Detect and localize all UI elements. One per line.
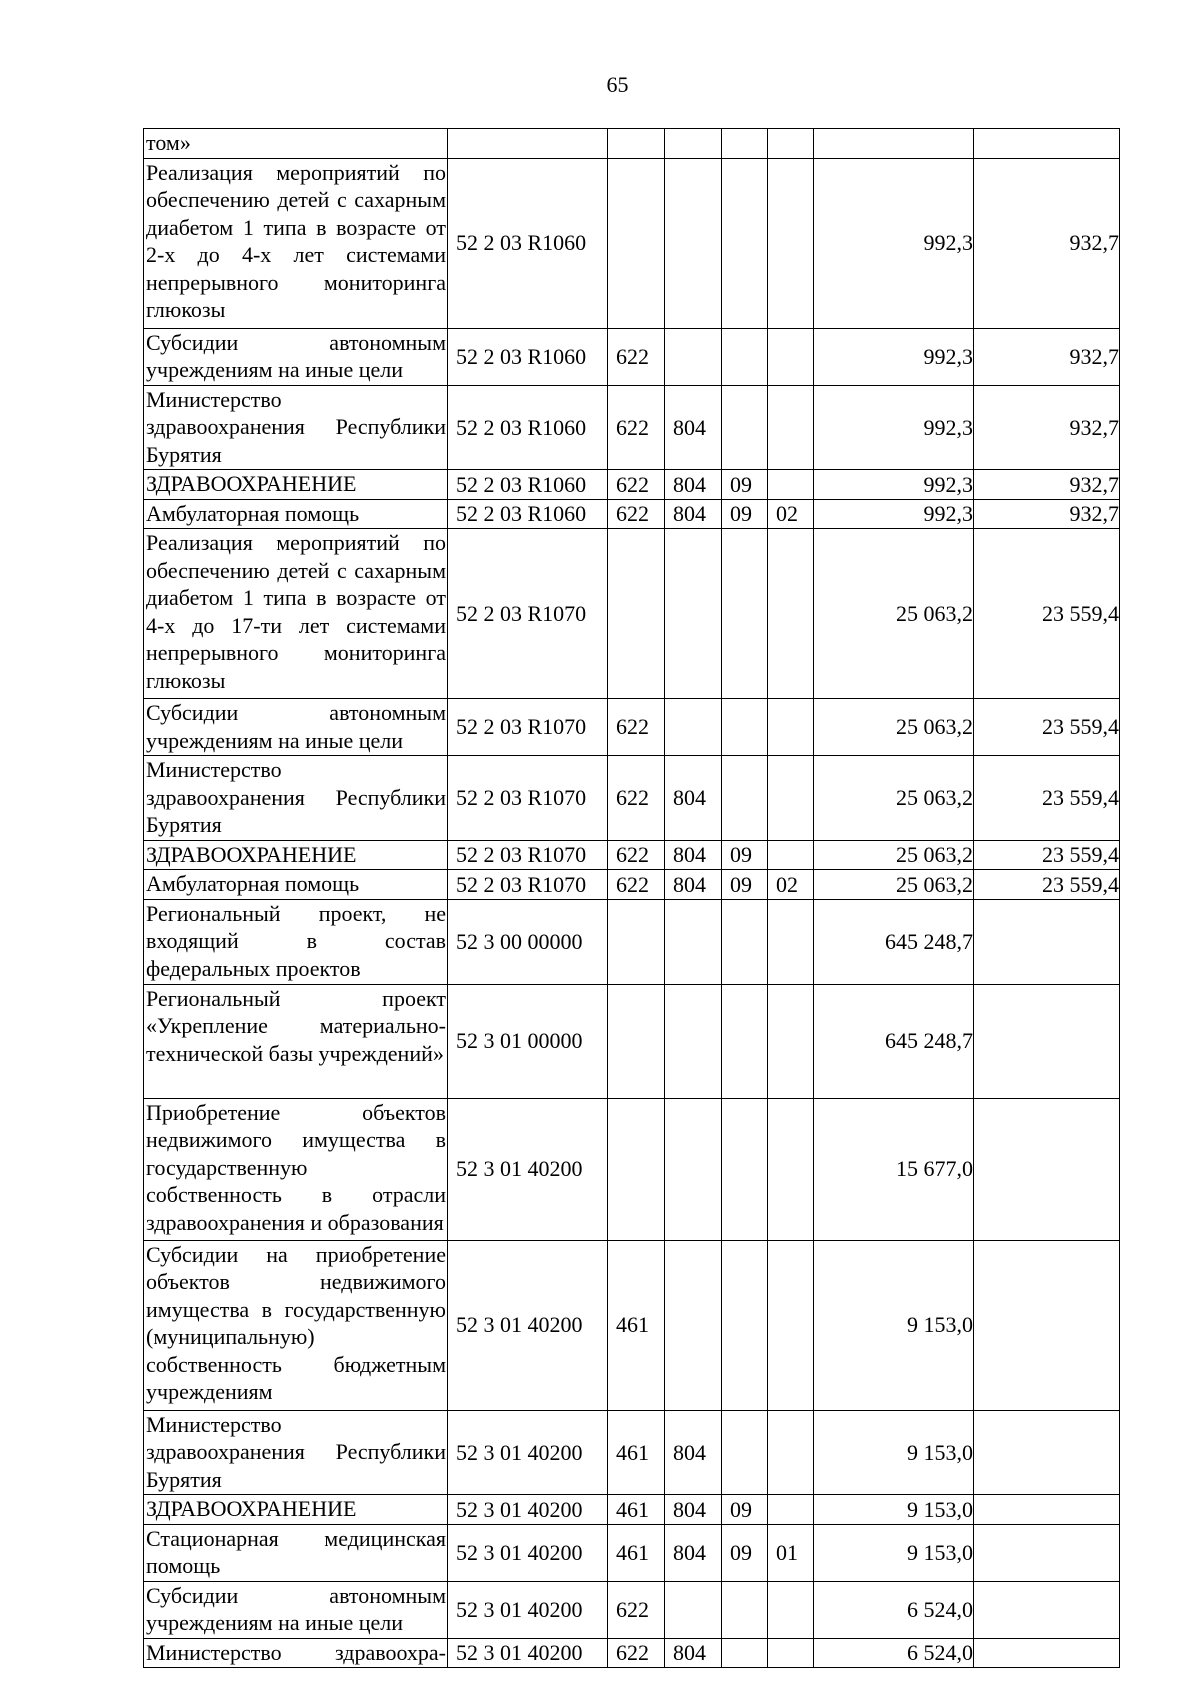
- amount-year2-cell: [974, 1495, 1120, 1525]
- row-name-cell: Министерство здравоохранения Республики Бурятия: [144, 756, 448, 841]
- section-cell: [722, 129, 768, 159]
- subsection-cell: [768, 385, 814, 470]
- amount-year1-cell: 9 153,0: [814, 1524, 974, 1581]
- target-code-cell: 52 3 01 40200: [448, 1581, 608, 1638]
- subsection-cell: [768, 1098, 814, 1240]
- amount-year2-cell: [974, 1581, 1120, 1638]
- amount-year1-cell: 992,3: [814, 328, 974, 385]
- row-name-cell: Региональный проект, не входящий в состав федеральных проектов: [144, 899, 448, 984]
- row-name-cell: Реализация мероприятий по обеспечению детей с сахарным диабетом 1 типа в возрасте от 2-х до 4-х лет системами непрерывного мониторинга глюкозы: [144, 158, 448, 328]
- expense-type-cell: [608, 529, 665, 699]
- table-row: [144, 328, 1120, 385]
- amount-year2-cell: 23 559,4: [974, 840, 1120, 870]
- amount-year1-cell: 15 677,0: [814, 1098, 974, 1240]
- amount-year2-cell: 23 559,4: [974, 529, 1120, 699]
- row-name-cell: Субсидии на приобретение объектов недвижимого имущества в государственную (муниципальную) собственность бюджетным учреждениям: [144, 1240, 448, 1410]
- target-code-cell: 52 2 03 R1060: [448, 385, 608, 470]
- table-row: [144, 499, 1120, 529]
- expense-type-cell: [608, 1098, 665, 1240]
- subsection-cell: [768, 328, 814, 385]
- amount-year2-cell: 23 559,4: [974, 870, 1120, 900]
- table-row: [144, 1581, 1120, 1638]
- ministry-code-cell: 804: [665, 470, 722, 500]
- expense-type-cell: 622: [608, 756, 665, 841]
- target-code-cell: 52 2 03 R1070: [448, 529, 608, 699]
- amount-year1-cell: 25 063,2: [814, 870, 974, 900]
- expense-type-cell: [608, 158, 665, 328]
- subsection-cell: [768, 899, 814, 984]
- target-code-cell: 52 3 01 00000: [448, 984, 608, 1098]
- budget-table: [143, 128, 1120, 1668]
- ministry-code-cell: [665, 1240, 722, 1410]
- section-cell: 09: [722, 1495, 768, 1525]
- table-row: [144, 1524, 1120, 1581]
- target-code-cell: 52 2 03 R1060: [448, 328, 608, 385]
- ministry-code-cell: 804: [665, 385, 722, 470]
- target-code-cell: 52 2 03 R1060: [448, 158, 608, 328]
- section-cell: [722, 984, 768, 1098]
- row-name-cell: Амбулаторная помощь: [144, 870, 448, 900]
- subsection-cell: 02: [768, 870, 814, 900]
- amount-year1-cell: 992,3: [814, 158, 974, 328]
- target-code-cell: 52 2 03 R1070: [448, 870, 608, 900]
- row-name-cell: Министерство здравоохранения Республики Бурятия: [144, 1410, 448, 1495]
- section-cell: [722, 1410, 768, 1495]
- ministry-code-cell: 804: [665, 840, 722, 870]
- amount-year1-cell: 25 063,2: [814, 756, 974, 841]
- amount-year2-cell: 932,7: [974, 328, 1120, 385]
- expense-type-cell: 622: [608, 499, 665, 529]
- subsection-cell: [768, 158, 814, 328]
- amount-year1-cell: 9 153,0: [814, 1410, 974, 1495]
- target-code-cell: 52 3 01 40200: [448, 1240, 608, 1410]
- expense-type-cell: 622: [608, 870, 665, 900]
- target-code-cell: 52 2 03 R1070: [448, 840, 608, 870]
- row-name-cell: Региональный проект «Укрепление материально-технической базы учреждений»: [144, 984, 448, 1098]
- section-cell: [722, 1638, 768, 1668]
- section-cell: [722, 529, 768, 699]
- row-name-cell: ЗДРАВООХРАНЕНИЕ: [144, 470, 448, 500]
- table-row: [144, 385, 1120, 470]
- section-cell: 09: [722, 840, 768, 870]
- section-cell: [722, 1581, 768, 1638]
- section-cell: [722, 899, 768, 984]
- row-name-cell: ЗДРАВООХРАНЕНИЕ: [144, 1495, 448, 1525]
- subsection-cell: [768, 840, 814, 870]
- subsection-cell: [768, 470, 814, 500]
- expense-type-cell: 622: [608, 470, 665, 500]
- row-name-cell: Субсидии автономным учреждениям на иные цели: [144, 1581, 448, 1638]
- table-row: [144, 840, 1120, 870]
- table-row: [144, 984, 1120, 1098]
- table-row: [144, 470, 1120, 500]
- target-code-cell: 52 2 03 R1060: [448, 499, 608, 529]
- target-code-cell: 52 2 03 R1060: [448, 470, 608, 500]
- ministry-code-cell: [665, 129, 722, 159]
- target-code-cell: 52 3 01 40200: [448, 1410, 608, 1495]
- subsection-cell: [768, 529, 814, 699]
- amount-year2-cell: 932,7: [974, 158, 1120, 328]
- target-code-cell: 52 3 01 40200: [448, 1495, 608, 1525]
- row-name-cell: ЗДРАВООХРАНЕНИЕ: [144, 840, 448, 870]
- amount-year1-cell: 9 153,0: [814, 1240, 974, 1410]
- table-row: [144, 1638, 1120, 1668]
- subsection-cell: [768, 1495, 814, 1525]
- amount-year2-cell: 932,7: [974, 385, 1120, 470]
- target-code-cell: 52 3 00 00000: [448, 899, 608, 984]
- ministry-code-cell: [665, 699, 722, 756]
- expense-type-cell: 622: [608, 840, 665, 870]
- ministry-code-cell: 804: [665, 1638, 722, 1668]
- expense-type-cell: 622: [608, 328, 665, 385]
- amount-year1-cell: 25 063,2: [814, 840, 974, 870]
- expense-type-cell: 461: [608, 1240, 665, 1410]
- target-code-cell: [448, 129, 608, 159]
- expense-type-cell: [608, 899, 665, 984]
- amount-year1-cell: 645 248,7: [814, 984, 974, 1098]
- amount-year2-cell: [974, 1240, 1120, 1410]
- section-cell: [722, 699, 768, 756]
- subsection-cell: [768, 984, 814, 1098]
- amount-year1-cell: 992,3: [814, 385, 974, 470]
- subsection-cell: [768, 1240, 814, 1410]
- row-name-cell: Субсидии автономным учреждениям на иные цели: [144, 328, 448, 385]
- row-name-cell: Министерство здравоохранения Республики Бурятия: [144, 385, 448, 470]
- target-code-cell: 52 3 01 40200: [448, 1638, 608, 1668]
- expense-type-cell: 622: [608, 1638, 665, 1668]
- expense-type-cell: 461: [608, 1495, 665, 1525]
- row-name-cell: Субсидии автономным учреждениям на иные цели: [144, 699, 448, 756]
- page-number: 65: [606, 72, 629, 97]
- amount-year1-cell: 25 063,2: [814, 699, 974, 756]
- amount-year2-cell: [974, 129, 1120, 159]
- expense-type-cell: 461: [608, 1410, 665, 1495]
- expense-type-cell: [608, 129, 665, 159]
- row-name-cell: Реализация мероприятий по обеспечению детей с сахарным диабетом 1 типа в возрасте от 4-х до 17-ти лет системами непрерывного мониторинга глюкозы: [144, 529, 448, 699]
- amount-year1-cell: 9 153,0: [814, 1495, 974, 1525]
- expense-type-cell: 461: [608, 1524, 665, 1581]
- ministry-code-cell: [665, 984, 722, 1098]
- row-name-cell: том»: [144, 129, 448, 159]
- ministry-code-cell: 804: [665, 1410, 722, 1495]
- amount-year1-cell: 992,3: [814, 499, 974, 529]
- ministry-code-cell: [665, 328, 722, 385]
- target-code-cell: 52 2 03 R1070: [448, 756, 608, 841]
- ministry-code-cell: [665, 158, 722, 328]
- table-row: [144, 1240, 1120, 1410]
- ministry-code-cell: 804: [665, 499, 722, 529]
- subsection-cell: [768, 699, 814, 756]
- subsection-cell: [768, 129, 814, 159]
- amount-year2-cell: 932,7: [974, 499, 1120, 529]
- section-cell: [722, 1098, 768, 1240]
- ministry-code-cell: [665, 529, 722, 699]
- section-cell: 09: [722, 1524, 768, 1581]
- table-row: [144, 158, 1120, 328]
- target-code-cell: 52 2 03 R1070: [448, 699, 608, 756]
- table-row: [144, 756, 1120, 841]
- amount-year2-cell: 23 559,4: [974, 699, 1120, 756]
- amount-year1-cell: 6 524,0: [814, 1581, 974, 1638]
- amount-year2-cell: [974, 984, 1120, 1098]
- amount-year1-cell: [814, 129, 974, 159]
- section-cell: 09: [722, 499, 768, 529]
- table-row: [144, 1410, 1120, 1495]
- amount-year2-cell: [974, 1098, 1120, 1240]
- table-row: [144, 129, 1120, 159]
- amount-year2-cell: 932,7: [974, 470, 1120, 500]
- ministry-code-cell: 804: [665, 1524, 722, 1581]
- ministry-code-cell: [665, 1581, 722, 1638]
- table-body: [144, 129, 1120, 1668]
- subsection-cell: 02: [768, 499, 814, 529]
- ministry-code-cell: [665, 1098, 722, 1240]
- amount-year2-cell: 23 559,4: [974, 756, 1120, 841]
- expense-type-cell: 622: [608, 699, 665, 756]
- target-code-cell: 52 3 01 40200: [448, 1524, 608, 1581]
- row-name-cell: Министерство здравоохра-: [144, 1638, 448, 1668]
- section-cell: [722, 1240, 768, 1410]
- section-cell: [722, 756, 768, 841]
- row-name-cell: Приобретение объектов недвижимого имущества в государственную собственность в отрасли здравоохранения и образования: [144, 1098, 448, 1240]
- section-cell: [722, 158, 768, 328]
- subsection-cell: 01: [768, 1524, 814, 1581]
- subsection-cell: [768, 1410, 814, 1495]
- section-cell: 09: [722, 870, 768, 900]
- amount-year1-cell: 6 524,0: [814, 1638, 974, 1668]
- ministry-code-cell: 804: [665, 756, 722, 841]
- table-row: [144, 870, 1120, 900]
- ministry-code-cell: [665, 899, 722, 984]
- subsection-cell: [768, 756, 814, 841]
- amount-year1-cell: 992,3: [814, 470, 974, 500]
- row-name-cell: Стационарная медицинская помощь: [144, 1524, 448, 1581]
- expense-type-cell: [608, 984, 665, 1098]
- expense-type-cell: 622: [608, 385, 665, 470]
- table-row: [144, 1495, 1120, 1525]
- amount-year2-cell: [974, 1524, 1120, 1581]
- table-row: [144, 899, 1120, 984]
- row-name-cell: Амбулаторная помощь: [144, 499, 448, 529]
- expense-type-cell: 622: [608, 1581, 665, 1638]
- ministry-code-cell: 804: [665, 870, 722, 900]
- subsection-cell: [768, 1638, 814, 1668]
- target-code-cell: 52 3 01 40200: [448, 1098, 608, 1240]
- amount-year1-cell: 645 248,7: [814, 899, 974, 984]
- table-row: [144, 699, 1120, 756]
- amount-year2-cell: [974, 1638, 1120, 1668]
- table-row: [144, 1098, 1120, 1240]
- amount-year2-cell: [974, 899, 1120, 984]
- ministry-code-cell: 804: [665, 1495, 722, 1525]
- table-row: [144, 529, 1120, 699]
- section-cell: [722, 328, 768, 385]
- amount-year1-cell: 25 063,2: [814, 529, 974, 699]
- section-cell: [722, 385, 768, 470]
- section-cell: 09: [722, 470, 768, 500]
- subsection-cell: [768, 1581, 814, 1638]
- amount-year2-cell: [974, 1410, 1120, 1495]
